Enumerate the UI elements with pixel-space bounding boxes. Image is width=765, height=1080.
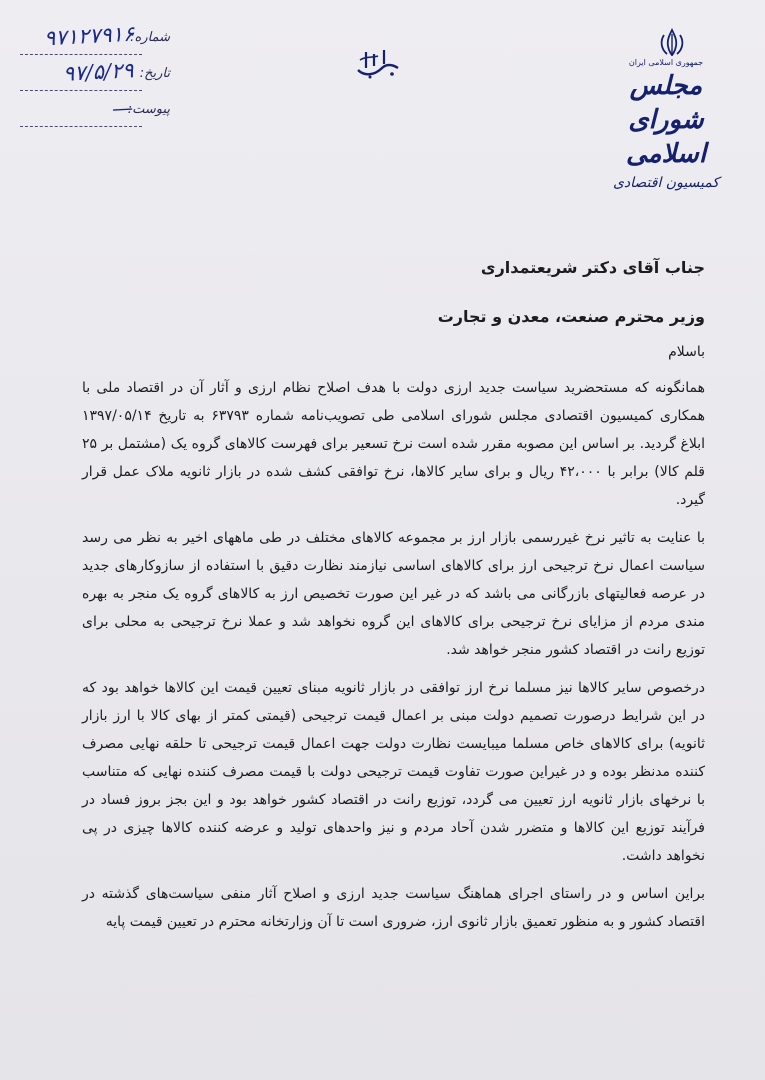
calligraphy-mark xyxy=(352,46,408,82)
org-country: جمهوری اسلامی ایران xyxy=(628,58,704,67)
number-label: شماره: xyxy=(130,30,170,45)
paragraph-2: با عنایت به تاثیر نرخ غیررسمی بازار ارز بر مجموعه کالاهای مختلف در طی ماههای اخیر به نظر می رسد سیاست اعمال نرخ ترجیحی ارز برای کالاهای اساسی نیازمند نظارت دقیق با استفاده از سازوکارهای جدید در عرصه فعالیتهای بازرگانی می باشد که در غیر این صورت تخصیص ارز به کالاهای گروه یک منجر به بهره مندی مردم از مزایای نرخ ترجیحی برای کالاهای این گروه نخواهد شد و عملا نرخ ترجیحی به محلی برای توزیع رانت در اقتصاد کشور منجر خواهد شد. xyxy=(82,530,705,658)
org-name: مجلس شورای اسلامی xyxy=(625,71,707,169)
paragraph-4: براین اساس و در راستای اجرای هماهنگ سیاست جدید ارزی و اصلاح آثار منفی سیاست‌های گذشته در اقتصاد کشور و به منظور تعمیق بازار ثانوی ارز، ضروری است تا آن وزارتخانه محترم در تعیین قیمت پایه xyxy=(82,886,705,930)
attachment-value: — xyxy=(111,95,135,121)
org-header xyxy=(601,58,731,191)
letter-meta xyxy=(20,21,170,132)
number-value: ۹۷۱۲۷۹۱۶ xyxy=(43,21,135,51)
addressee-title: وزیر محترم صنعت، معدن و تجارت xyxy=(437,307,705,326)
attachment-label: پیوست: xyxy=(127,102,170,117)
date-row xyxy=(20,60,170,96)
committee-name: کمیسیون اقتصادی xyxy=(612,175,720,191)
paragraph-3: درخصوص سایر کالاها نیز مسلما نرخ ارز توافقی در بازار ثانویه مبنای تعیین قیمت این کالاها خواهد بود که در این شرایط درصورت تصمیم دولت مبنی بر اعمال قیمت ترجیحی (قیمتی کمتر از بهای کالا با ارز بازار ثانویه) برای کالاهای خاص مسلما میبایست نظارت دولت جهت اعمال قیمت ترجیحی تا حلقه نهایی مصرف کننده مدنظر بوده و در غیراین صورت تفاوت قیمت ترجیحی دولت با قیمت مصرف کننده نهایی که متناسب با نرخهای بازار ثانویه ارز تعیین می گردد، توزیع رانت در اقتصاد کشور خواهد بود و این بجز بروز فساد در فرآیند توزیع این کالاها و متضرر شدن آحاد مردم و نیز واحدهای تولید و عرضه کننده کالاها چیزی در پی نخواهد داشت. xyxy=(82,680,705,864)
emblem-icon xyxy=(655,28,689,58)
addressee-name: جناب آقای دکتر شریعتمداری xyxy=(480,258,705,277)
number-line xyxy=(20,54,142,55)
date-line xyxy=(20,90,142,91)
attachment-line xyxy=(20,126,142,127)
paragraph-1: همانگونه که مستحضرید سیاست جدید ارزی دولت با هدف اصلاح نظام ارزی و آثار آن در اقتصاد ملی با همکاری کمیسیون اقتصادی مجلس شورای اسلامی طی تصویب‌نامه شماره ۶۳۷۹۳ به تاریخ ۱۳۹۷/۰۵/۱۴ ابلاغ گردید. بر اساس این مصوبه مقرر شده است نرخ تسعیر برای فهرست کالاهای گروه یک (مشتمل بر ۲۵ قلم کالا) برابر با ۴۲،۰۰۰ ریال و برای سایر کالاها، نرخ توافقی کشف شده در بازار ثانویه ملاک عمل قرار گیرد. xyxy=(82,380,706,508)
greeting: باسلام xyxy=(668,344,705,360)
number-row xyxy=(20,21,170,60)
letter-body xyxy=(82,258,705,946)
attachment-row xyxy=(20,96,170,132)
date-value: ۹۷/۵/۲۹ xyxy=(62,58,135,86)
date-label: تاریخ: xyxy=(139,66,170,81)
